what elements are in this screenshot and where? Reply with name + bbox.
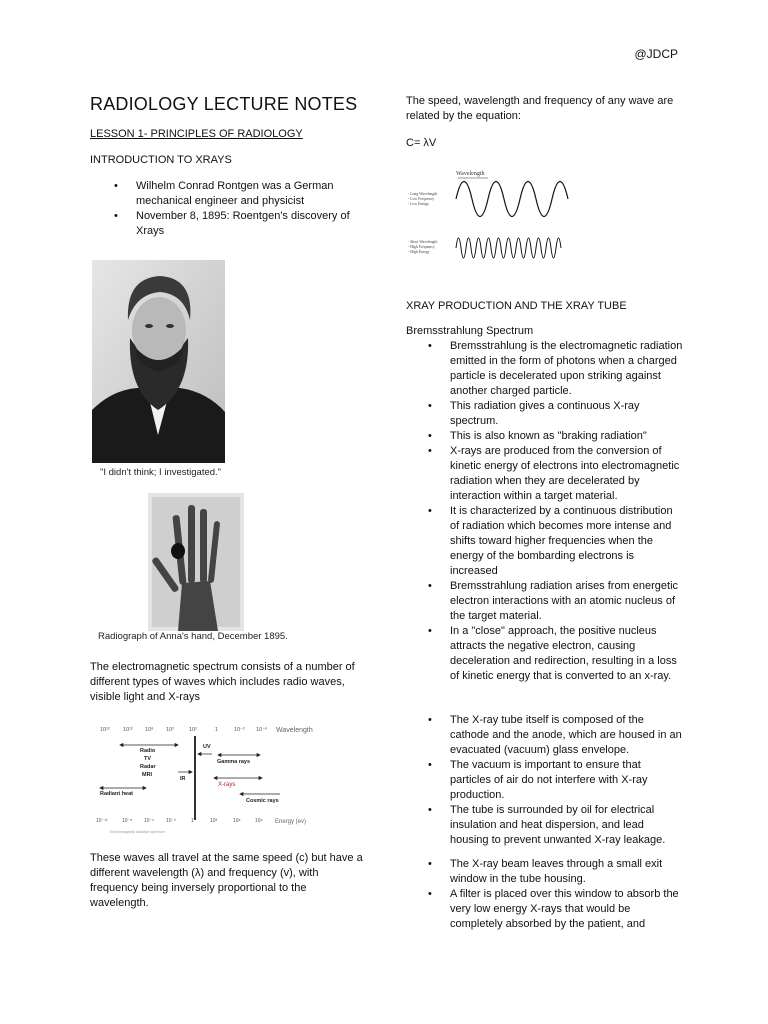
rontgen-portrait-photo	[92, 260, 225, 463]
bremsstrahlung-bullets	[428, 339, 684, 684]
list-item: • The X-ray beam leaves through a small exit window in the tube housing.	[428, 857, 684, 887]
wavelength-label: Wavelength	[456, 171, 485, 177]
list-item: • This is also known as "braking radiation"	[428, 429, 684, 444]
intro-heading: INTRODUCTION TO XRAYS	[90, 154, 232, 166]
energy-tick: 1	[191, 818, 194, 824]
wavelength-tick: 1	[215, 727, 219, 733]
radio-label: Radio	[140, 748, 156, 754]
energy-tick: 10³	[210, 818, 218, 824]
radar-label: Radar	[140, 764, 156, 770]
radiograph-caption: Radiograph of Anna's hand, December 1895.	[98, 631, 288, 642]
list-item: • The X-ray tube itself is composed of the cathode and the anode, which are housed in an evacuated (vacuum) glass envelope.	[428, 713, 684, 758]
wavelength-tick: 10²	[189, 727, 197, 733]
list-item: • This radiation gives a continuous X-ray spectrum.	[428, 399, 684, 429]
energy-tick: 10⁶	[233, 818, 241, 824]
equation-intro: The speed, wavelength and frequency of any wave are related by the equation:	[406, 95, 674, 122]
subsection-heading: Bremsstrahlung Spectrum	[406, 325, 534, 337]
short-wave-label: - High Energy	[408, 250, 430, 254]
mri-label: MRI	[142, 772, 153, 778]
list-item: • Wilhelm Conrad Rontgen was a German mechanical engineer and physicist	[114, 179, 364, 209]
author-handle: @JDCP	[634, 47, 678, 61]
energy-tick: 10⁻⁶	[144, 818, 155, 824]
list-item: • A filter is placed over this window to absorb the very low energy X-rays that would be completely absorbed by the patient, and	[428, 887, 684, 932]
gamma-label: Gamma rays	[217, 759, 251, 765]
list-item: • In a "close" approach, the positive nucleus attracts the negative electron, causing deceleration and redirection, resulting in a loss of kinetic energy that is converted to an x-ray.	[428, 624, 684, 684]
wavelength-tick: 10²	[166, 727, 174, 733]
cosmic-label: Cosmic rays	[246, 798, 279, 804]
energy-tick: 10⁻⁸	[122, 818, 133, 824]
wavelength-tick: 10⁻²	[234, 727, 245, 733]
waves-paragraph: These waves all travel at the same speed (c) but have a different wavelength (λ) and frequency (v), with frequency being inversely proportional to the wavelength.	[90, 852, 363, 909]
ir-label: IR	[180, 776, 186, 782]
list-item: • Bremsstrahlung is the electromagnetic radiation emitted in the form of photons when a charged particle is decelerated upon striking against another charged particle.	[428, 339, 684, 399]
energy-tick: 10⁹	[255, 818, 263, 824]
spectrum-footnote: Electromagnetic radiation spectrum	[110, 830, 165, 834]
intro-bullets	[114, 179, 364, 239]
portrait-caption: "I didn't think; I investigated."	[100, 467, 222, 478]
short-wave-curve	[456, 238, 561, 258]
list-item: • Bremsstrahlung radiation arises from energetic electron interactions with an atomic nucleus of the target material.	[428, 579, 684, 624]
wavelength-tick: 10⁻⁶	[256, 727, 268, 733]
short-wave-label: - Short Wavelength	[408, 240, 438, 244]
long-wave-label: - Low Frequency	[408, 197, 435, 201]
page-title: RADIOLOGY LECTURE NOTES	[90, 94, 358, 114]
energy-tick: 10⁻¹²	[96, 818, 108, 824]
list-item: • It is characterized by a continuous distribution of radiation which becomes more intense and shifts toward higher frequencies when the energy of the bombarding electrons is increased	[428, 504, 684, 579]
radiant-heat-label: Radiant heat	[100, 791, 134, 797]
lesson-heading: LESSON 1- PRINCIPLES OF RADIOLOGY	[90, 128, 303, 140]
list-item: • The tube is surrounded by oil for electrical insulation and heat dispersion, and lead housing to prevent unwanted X-ray leakage.	[428, 803, 684, 848]
list-item: • The vacuum is important to ensure that particles of air do not interfere with X-ray production.	[428, 758, 684, 803]
wavelength-tick: 10¹²	[123, 727, 133, 733]
wavelength-diagram	[406, 166, 606, 272]
energy-axis-label: Energy (ev)	[275, 819, 307, 825]
xray-tube-bullets	[428, 713, 684, 848]
wavelength-tick: 10¹²	[100, 727, 110, 733]
energy-tick: 10⁻²	[166, 818, 176, 824]
hand-radiograph-image	[148, 493, 244, 631]
xrays-label: X-rays	[218, 782, 236, 788]
long-wave-label: - Long Wavelength	[408, 192, 438, 196]
equation: C= λV	[406, 137, 437, 149]
long-wave-label: - Low Energy	[408, 202, 430, 206]
list-item: • November 8, 1895: Roentgen's discovery of Xrays	[114, 209, 364, 239]
long-wave-curve	[456, 182, 568, 217]
tv-label: TV	[144, 756, 152, 762]
exit-window-bullets	[428, 857, 684, 932]
em-spectrum-diagram	[90, 718, 330, 836]
wavelength-tick: 10⁸	[145, 727, 154, 733]
list-item: • X-rays are produced from the conversion of kinetic energy of electrons into electromagnetic radiation when they are decelerated by interaction within a target material.	[428, 444, 684, 504]
wavelength-axis-label: Wavelength	[276, 727, 313, 734]
section-heading: XRAY PRODUCTION AND THE XRAY TUBE	[406, 300, 627, 312]
short-wave-label: - High Frequency	[408, 245, 435, 249]
uv-label: UV	[203, 744, 211, 750]
em-spectrum-paragraph: The electromagnetic spectrum consists of a number of different types of waves which includes radio waves, visible light and X-rays	[90, 661, 355, 703]
